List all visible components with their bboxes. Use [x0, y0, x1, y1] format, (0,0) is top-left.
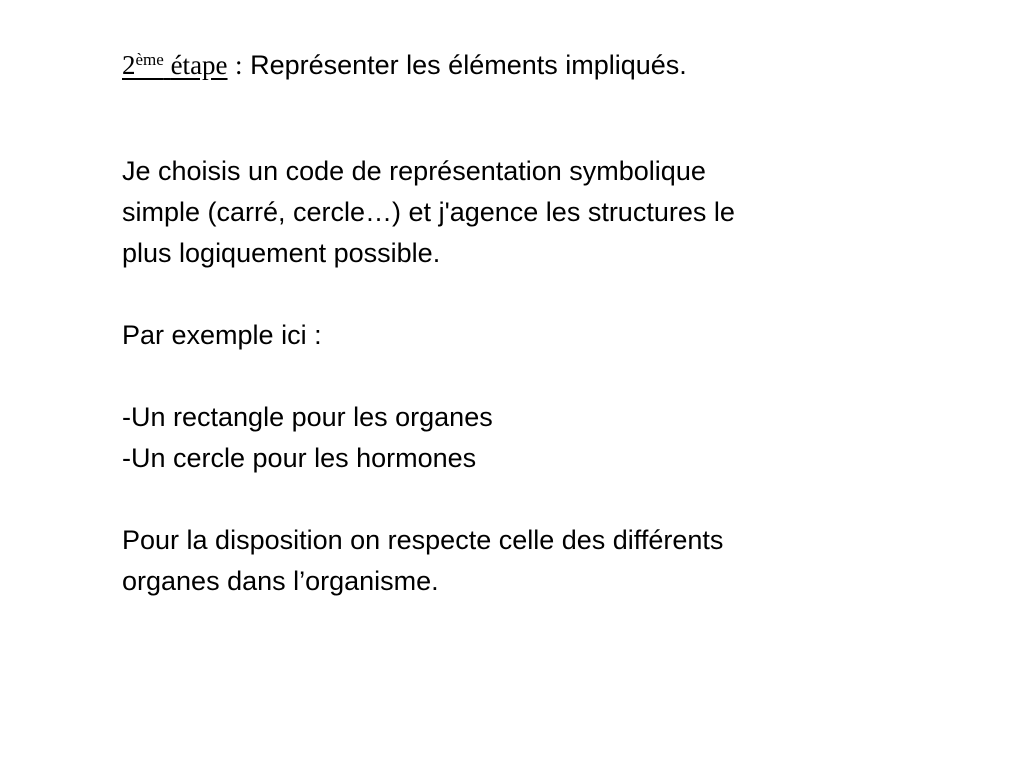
step-superscript: ème	[135, 50, 164, 69]
slide-heading	[122, 40, 687, 85]
list-item: -Un cercle pour les hormones	[122, 443, 477, 473]
spacer	[122, 356, 922, 397]
heading-separator: :	[235, 50, 243, 80]
spacer	[122, 479, 922, 520]
paragraph1-line: Je choisis un code de représentation symbolique	[122, 156, 706, 186]
spacer	[122, 274, 922, 315]
paragraph2-line: Pour la disposition on respecte celle des différents	[122, 525, 724, 555]
list-item: -Un rectangle pour les organes	[122, 402, 493, 432]
step-number: 2	[122, 50, 136, 80]
paragraph2-line: organes dans l’organisme.	[122, 566, 439, 596]
step-word: étape	[170, 50, 228, 80]
slide-body	[122, 151, 922, 602]
paragraph1-line: simple (carré, cercle…) et j'agence les structures le	[122, 197, 735, 227]
step-label	[122, 50, 228, 80]
heading-title: Représenter les éléments impliqués.	[250, 50, 687, 80]
paragraph1-line: plus logiquement possible.	[122, 238, 441, 268]
example-intro: Par exemple ici :	[122, 320, 322, 350]
